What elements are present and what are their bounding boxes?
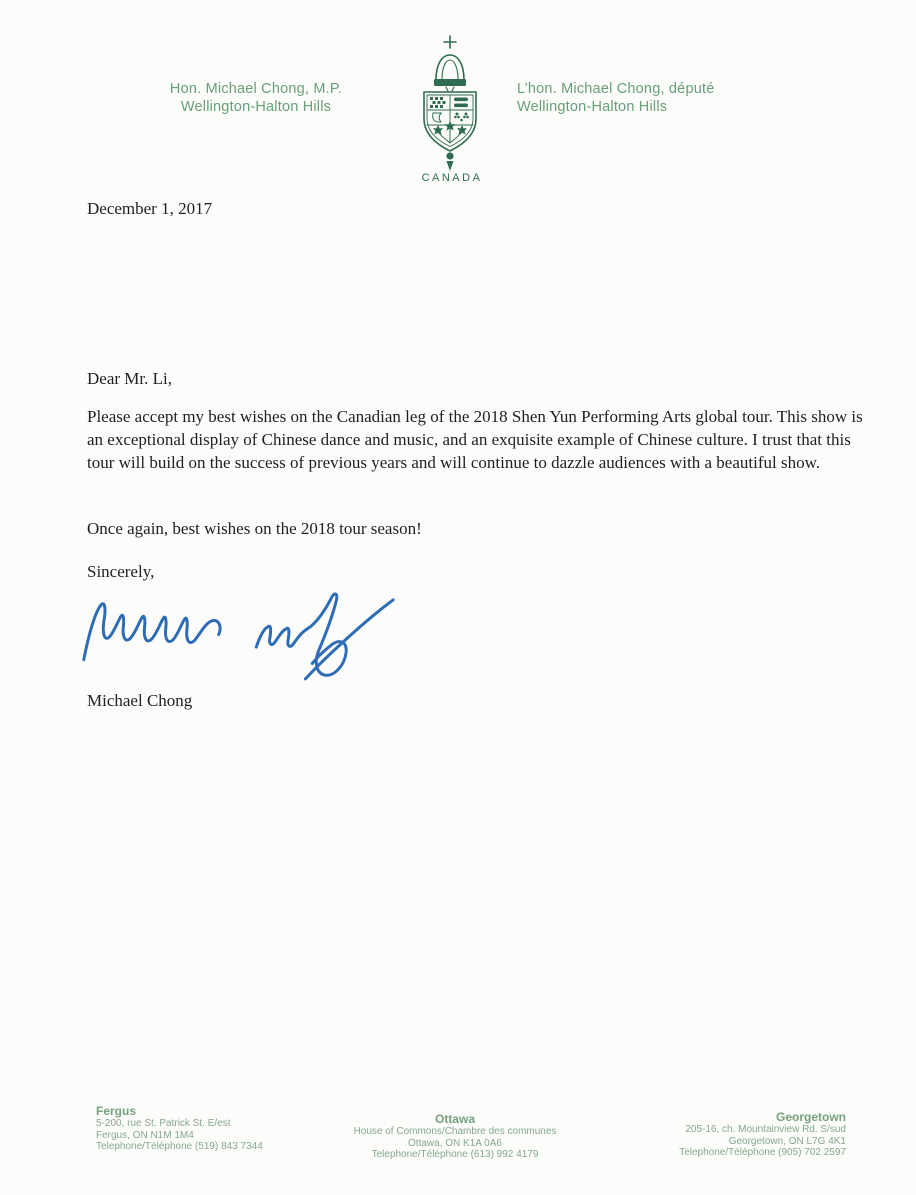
office-address-line: 205-16, ch. Mountainview Rd. S/sud [685,1124,846,1135]
office-address-line: Ottawa, ON K1A 0A6 [408,1137,502,1149]
riding-name-french: Wellington-Halton Hills [517,99,668,115]
signature-handwriting [78,586,396,688]
header-english-block [150,80,362,116]
footer-office-georgetown [679,1110,846,1159]
date-line: December 1, 2017 [87,199,213,218]
canada-wordmark: CANADA [421,172,483,184]
footer-office-fergus [96,1104,263,1153]
office-address-line: House of Commons/Chambre des communes [353,1126,557,1137]
office-phone-line: Telephone/Téléphone (519) 843 7344 [96,1141,263,1152]
body-paragraph: Please accept my best wishes on the Canadian leg of the 2018 Shen Yun Performing Arts global tour. This show is an exceptional display of Chinese dance and music, and an exquisite example of Chinese culture. I trust that this tour will build on the success of previous years and will continue to dazzle audiences with a beautiful show. [87,407,863,472]
mp-name-english: Hon. Michael Chong, M.P. [169,81,343,97]
office-name: Ottawa [434,1112,475,1126]
closing: Sincerely, [87,562,155,581]
office-phone-line: Telephone/Téléphone (613) 992 4179 [371,1149,539,1160]
mp-name-french: L’hon. Michael Chong, député [517,81,715,97]
office-name: Georgetown [775,1110,846,1124]
office-phone-line: Telephone/Téléphone (905) 702 2597 [679,1147,846,1158]
office-address-line: Fergus, ON N1M 1M4 [96,1129,194,1141]
header-french-block [517,80,777,116]
signature-stroke-flourish [256,594,346,675]
coat-of-arms-icon [418,34,482,172]
well-wishes-line: Once again, best wishes on the 2018 tour season! [87,519,422,538]
footer-office-ottawa [305,1112,605,1161]
office-name: Fergus [96,1104,137,1118]
office-address-line: Georgetown, ON L7G 4K1 [728,1135,846,1147]
office-address-line: 5-200, rue St. Patrick St. E/est [96,1118,231,1129]
signer-name: Michael Chong [87,691,193,710]
riding-name-english: Wellington-Halton Hills [180,99,332,115]
signature-stroke-main [84,604,220,660]
signature-stroke-tail [305,600,393,679]
salutation: Dear Mr. Li, [87,369,172,388]
